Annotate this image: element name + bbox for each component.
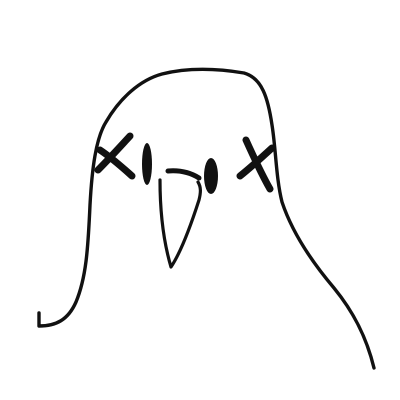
beak-top	[168, 171, 199, 178]
right-x-eye-icon	[240, 140, 272, 189]
left-x-eye-icon	[98, 136, 132, 176]
beak-outline	[160, 180, 200, 267]
right-nostril-icon	[204, 158, 218, 194]
head-outline	[39, 69, 374, 368]
left-nostril-icon	[142, 143, 152, 185]
